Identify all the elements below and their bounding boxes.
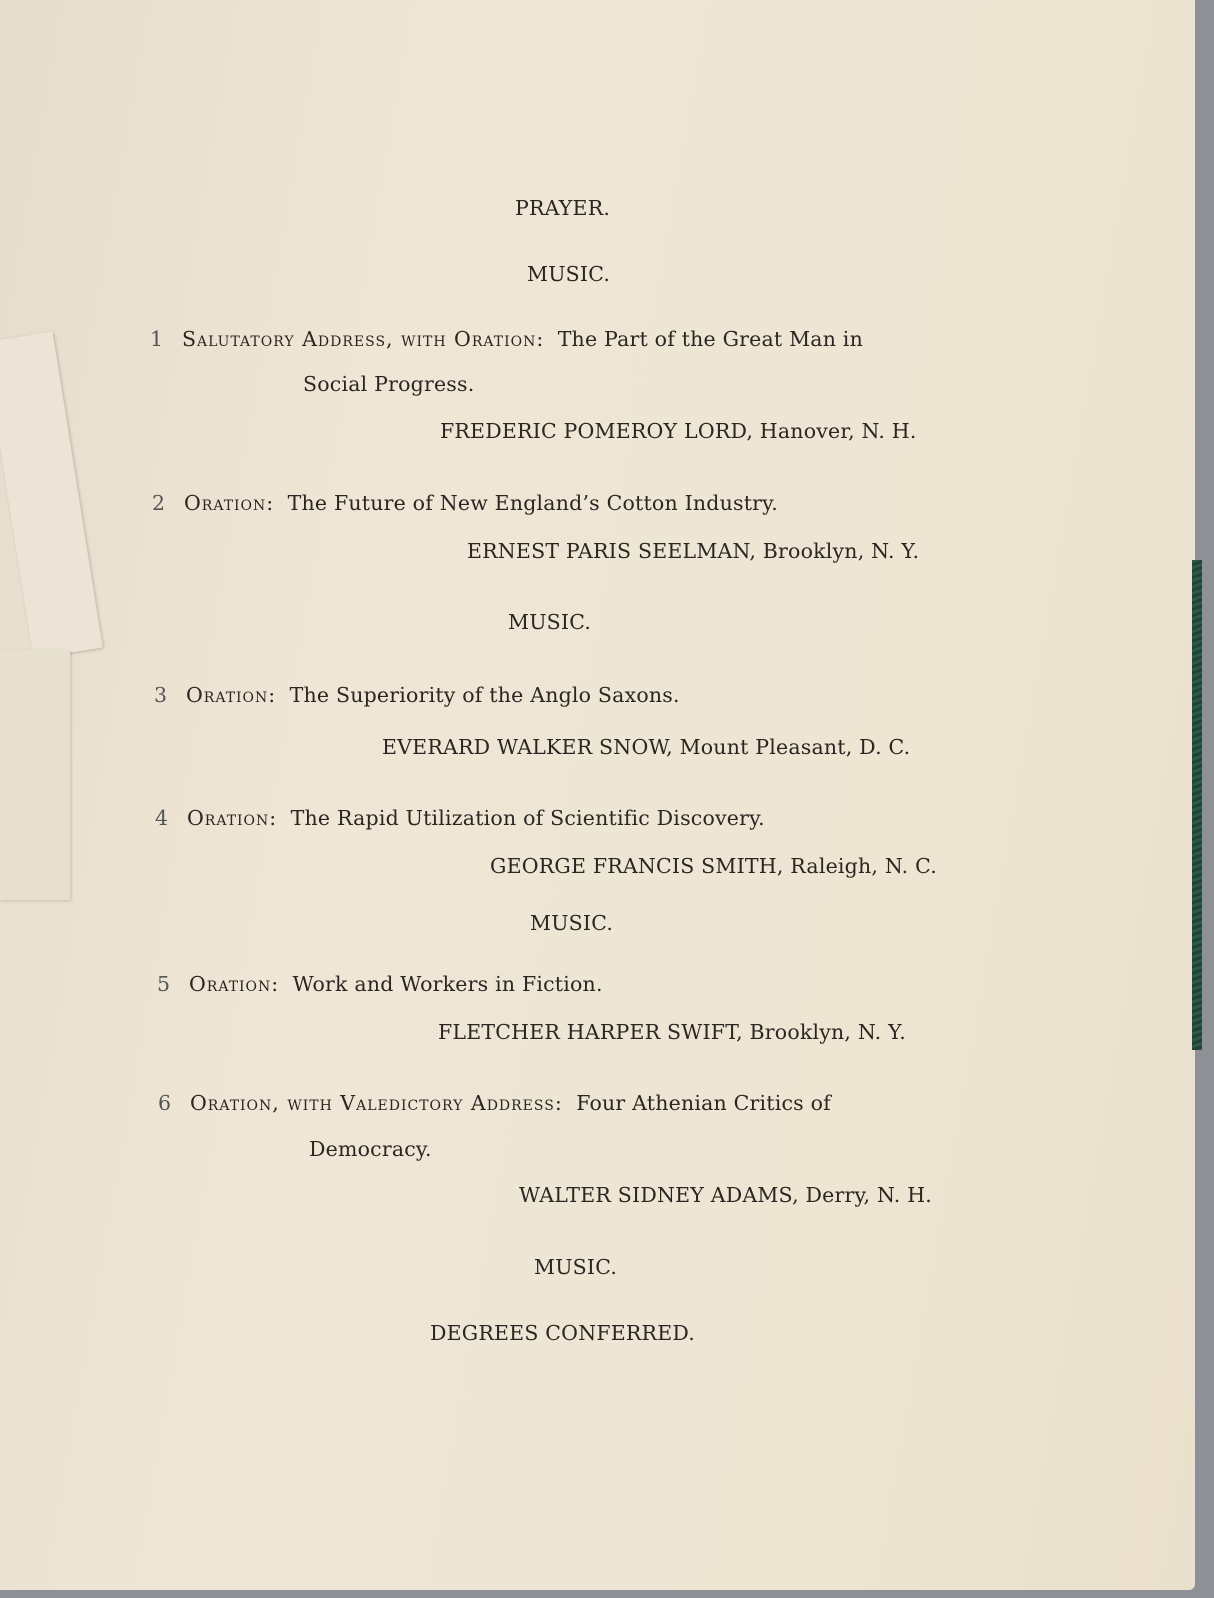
item-title: The Rapid Utilization of Scientific Discovery. xyxy=(290,806,765,830)
item-title: Four Athenian Critics of xyxy=(576,1091,831,1115)
paper-tape-lower xyxy=(0,650,70,900)
music-heading: MUSIC. xyxy=(508,610,592,634)
item-speaker: ERNEST PARIS SEELMAN, Brooklyn, N. Y. xyxy=(467,539,920,563)
item-title: The Part of the Great Man in xyxy=(557,327,863,351)
item-label: Oration: xyxy=(187,806,278,830)
item-number: 2 xyxy=(152,491,166,515)
item-title: Work and Workers in Fiction. xyxy=(292,972,603,996)
item-label: Oration: xyxy=(184,491,275,515)
program-item-6 xyxy=(158,1091,831,1115)
item-speaker: EVERARD WALKER SNOW, Mount Pleasant, D. C. xyxy=(382,735,911,759)
item-label: Oration: xyxy=(189,972,280,996)
item-title: The Superiority of the Anglo Saxons. xyxy=(289,683,680,707)
program-item-2 xyxy=(152,491,778,515)
green-binding-thread xyxy=(1192,560,1202,1050)
item-speaker: WALTER SIDNEY ADAMS, Derry, N. H. xyxy=(519,1183,933,1207)
item-label: Salutatory Address, with Oration: xyxy=(182,327,545,351)
prayer-heading: PRAYER. xyxy=(515,196,611,220)
music-heading: MUSIC. xyxy=(527,262,611,286)
item-speaker: GEORGE FRANCIS SMITH, Raleigh, N. C. xyxy=(490,854,937,878)
item-label: Oration, with Valedictory Address: xyxy=(190,1091,563,1115)
item-number: 3 xyxy=(154,683,168,707)
music-heading: MUSIC. xyxy=(530,911,614,935)
program-item-1 xyxy=(150,327,863,351)
item-label: Oration: xyxy=(186,683,277,707)
item-title: The Future of New England’s Cotton Industry. xyxy=(287,491,778,515)
program-item-3 xyxy=(154,683,680,707)
music-heading: MUSIC. xyxy=(534,1255,618,1279)
item-number: 4 xyxy=(155,806,169,830)
item-number: 1 xyxy=(150,327,164,351)
item-title-cont: Social Progress. xyxy=(303,372,475,396)
item-number: 5 xyxy=(157,972,171,996)
program-item-4 xyxy=(155,806,765,830)
item-title-cont: Democracy. xyxy=(309,1137,432,1161)
program-item-5 xyxy=(157,972,603,996)
degrees-conferred: DEGREES CONFERRED. xyxy=(430,1321,695,1345)
item-speaker: FLETCHER HARPER SWIFT, Brooklyn, N. Y. xyxy=(438,1020,906,1044)
item-number: 6 xyxy=(158,1091,172,1115)
item-speaker: FREDERIC POMEROY LORD, Hanover, N. H. xyxy=(440,419,917,443)
